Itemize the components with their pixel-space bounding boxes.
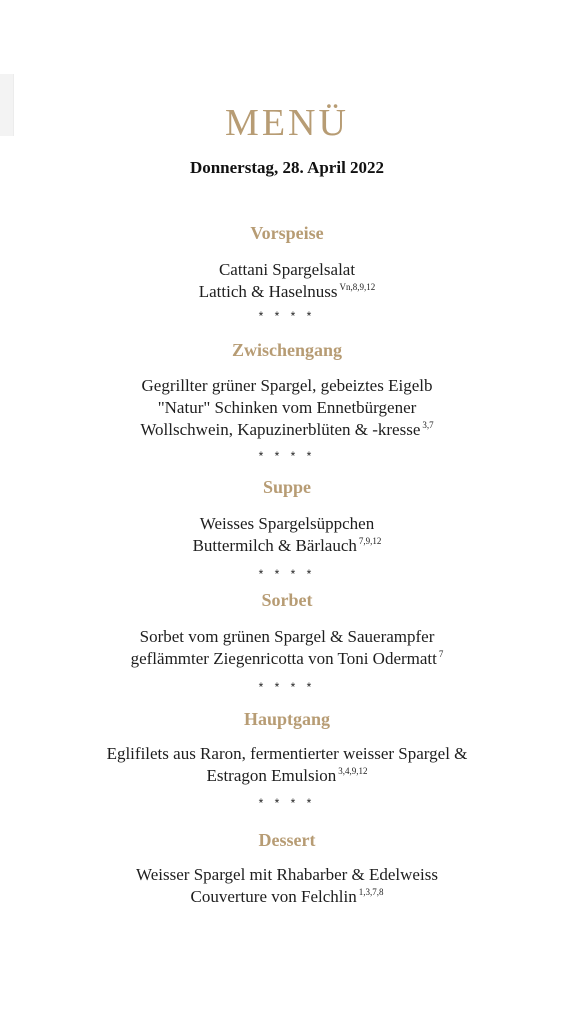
allergen-codes: 3,4,9,12 [338, 766, 368, 776]
dish-vorspeise [0, 259, 574, 303]
dish-line: Wollschwein, Kapuzinerblüten & -kresse $^{3,7}$ [140, 420, 434, 439]
course-heading: Dessert [258, 830, 316, 850]
dish-suppe [0, 513, 574, 557]
allergen-codes: 3,7 [422, 420, 434, 430]
dish-line: Lattich & Haselnuss $^{Vn,8,9,12}$ [198, 282, 376, 301]
course-separator: * * * * [258, 796, 316, 810]
dish-line: "Natur" Schinken vom Ennetbürgener [157, 398, 417, 417]
course-sorbet [0, 589, 574, 611]
course-separator: * * * * [258, 680, 316, 694]
allergen-codes: 7 [438, 649, 444, 659]
course-vorspeise [0, 222, 574, 244]
course-heading: Hauptgang [243, 709, 331, 729]
dish-line: Cattani Spargelsalat [218, 260, 356, 279]
dish-sorbet [0, 626, 574, 670]
dish-line: Weisser Spargel mit Rhabarber & Edelweiss [136, 865, 438, 884]
dish-line: Gegrillter grüner Spargel, gebeiztes Eigelb [141, 376, 433, 395]
course-dessert [0, 829, 574, 851]
dish-line: Weisses Spargelsüppchen [199, 514, 375, 533]
allergen-codes: 1,3,7,8 [358, 887, 384, 897]
allergen-codes: Vn,8,9,12 [339, 282, 376, 292]
course-heading: Zwischengang [231, 340, 343, 360]
course-suppe [0, 476, 574, 498]
dish-hauptgang [0, 743, 574, 787]
menu-title: MENÜ [225, 102, 349, 144]
course-zwischengang [0, 339, 574, 361]
course-heading: Sorbet [261, 590, 313, 610]
dish-line: Sorbet vom grünen Spargel & Sauerampfer [139, 627, 435, 646]
course-heading: Vorspeise [250, 223, 324, 243]
course-hauptgang [0, 708, 574, 730]
allergen-codes: 7,9,12 [358, 536, 382, 546]
dish-line: Couverture von Felchlin $^{1,3,7,8}$ [190, 887, 384, 906]
course-separator: * * * * [258, 309, 316, 323]
menu-date: Donnerstag, 28. April 2022 [189, 158, 385, 177]
dish-line: Eglifilets aus Raron, fermentierter weisser Spargel & [106, 744, 468, 763]
dish-dessert [0, 864, 574, 908]
course-separator: * * * * [258, 567, 316, 581]
course-heading: Suppe [262, 477, 312, 497]
dish-line: geflämmter Ziegenricotta von Toni Odermatt $^7$ [130, 649, 444, 668]
dish-line: Buttermilch & Bärlauch $^{7,9,12}$ [192, 536, 382, 555]
dish-line: Estragon Emulsion $^{3,4,9,12}$ [206, 766, 368, 785]
course-separator: * * * * [258, 449, 316, 463]
dish-zwischengang [0, 375, 574, 441]
